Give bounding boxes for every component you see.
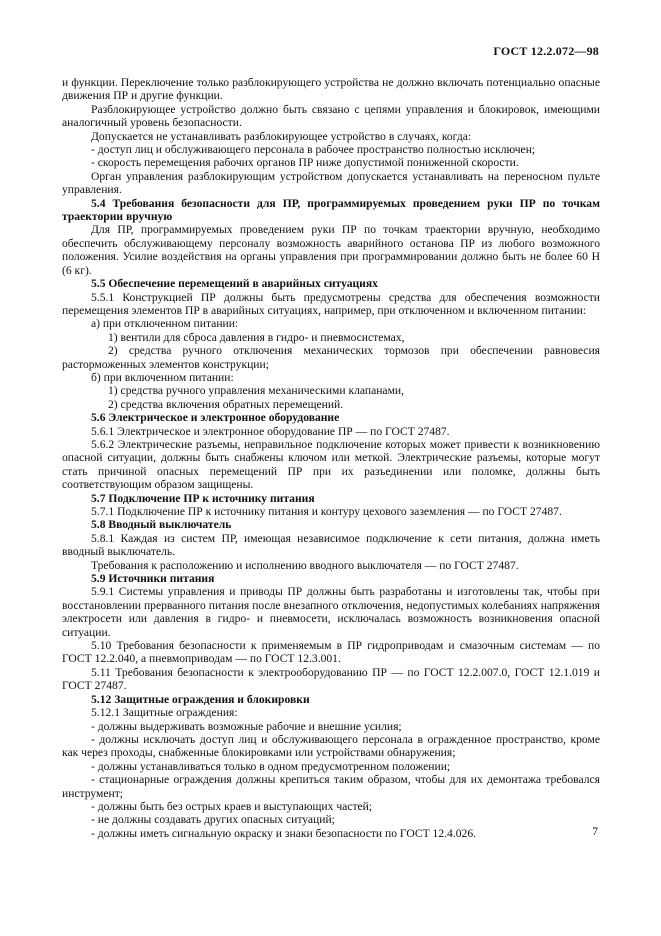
paragraph: Разблокирующее устройство должно быть связано с цепями управления и блокировок, имеющими аналогичный уровень безопасности. [62, 102, 600, 130]
paragraph: Орган управления разблокирующим устройством допускается устанавливать на переносном пульте управления. [62, 169, 600, 197]
page-number: 7 [592, 825, 598, 838]
paragraph: и функции. Переключение только разблокирующего устройства не должно включать потенциально опасные движения ПР и другие функции. [62, 76, 600, 103]
paragraph: 5.11 Требования безопасности к электрооборудованию ПР — по ГОСТ 12.2.007.0, ГОСТ 12.1.019 и ГОСТ 27487. [62, 665, 600, 693]
section-heading: 5.5 Обеспечение перемещений в аварийных ситуациях [91, 277, 378, 291]
paragraph: 5.7.1 Подключение ПР к источнику питания и контуру цехового заземления — по ГОСТ 27487. [91, 505, 562, 518]
section-heading: 5.4 Требования безопасности для ПР, программируемых проведением руки ПР по точкам траектории вручную [62, 196, 600, 224]
paragraph: - должны исключать доступ лиц и обслуживающего персонала в огражденное пространство, кроме как через проходы, снабженные блокировками или устройствами обнаружения; [62, 732, 600, 760]
paragraph: - должны устанавливаться только в одном предусмотренном положении; [91, 759, 451, 773]
section-heading: 5.12 Защитные ограждения и блокировки [91, 692, 310, 706]
paragraph: - не должны создавать других опасных ситуаций; [91, 813, 335, 827]
paragraph: б) при включенном питании: [91, 370, 234, 384]
paragraph: - стационарные ограждения должны крепиться таким образом, чтобы для их демонтажа требовался инструмент; [62, 773, 600, 800]
document-body [62, 76, 600, 840]
paragraph: Требования к расположению и исполнению вводного выключателя — по ГОСТ 27487. [91, 558, 519, 572]
paragraph: 2) средства включения обратных перемещений. [108, 397, 344, 411]
section-heading: 5.6 Электрическое и электронное оборудование [91, 411, 340, 425]
paragraph: а) при отключенном питании: [91, 317, 239, 331]
paragraph: - скорость перемещения рабочих органов ПР ниже допустимой пониженной скорости. [91, 156, 519, 170]
section-heading: 5.7 Подключение ПР к источнику питания [91, 491, 315, 505]
paragraph: 5.12.1 Защитные ограждения: [91, 706, 238, 720]
paragraph: - должны иметь сигнальную окраску и знаки безопасности по ГОСТ 12.4.026. [91, 826, 477, 840]
section-heading: 5.8 Вводный выключатель [91, 518, 232, 532]
paragraph: 1) средства ручного управления механическими клапанами, [108, 384, 405, 398]
paragraph: 5.10 Требования безопасности к применяемым в ПР гидроприводам и смазочным системам — по ГОСТ 12.2.040, а пневмоприводам — по ГОСТ 12.3.001. [62, 639, 600, 666]
paragraph: 5.8.1 Каждая из систем ПР, имеющая независимое подключение к сети питания, должна иметь вводный выключатель. [62, 531, 600, 559]
paragraph: 5.9.1 Системы управления и приводы ПР должны быть разработаны и изготовлены так, чтобы при восстановлении прерванного питания после внезапного отключения, недопустимых колебаниях напряжения электросети или давления в гидро- и пневмосети, исключалась возможность возникновения опасной ситуации. [62, 585, 600, 639]
paragraph: Допускается не устанавливать разблокирующее устройство в случаях, когда: [91, 129, 472, 143]
paragraph: - должны быть без острых краев и выступающих частей; [91, 799, 373, 813]
paragraph: Для ПР, программируемых проведением руки ПР по точкам траектории вручную, необходимо обеспечить обслуживающему персоналу возможность аварийного останова ПР из любого возможного положения. Усилие воздействия на органы управления при программировании должно быть не более 60 Н (6 кг). [62, 223, 600, 277]
section-heading: 5.9 Источники питания [91, 572, 215, 586]
paragraph: 2) средства ручного отключения механических тормозов при обеспечении равновесия расторможенных элементов конструкции; [62, 344, 600, 371]
paragraph: 5.6.1 Электрическое и электронное оборудование ПР — по ГОСТ 27487. [91, 424, 450, 438]
paragraph: 1) вентили для сброса давления в гидро- и пневмосистемах, [108, 330, 405, 344]
doc-header: ГОСТ 12.2.072—98 [493, 44, 599, 58]
paragraph: 5.5.1 Конструкцией ПР должны быть предусмотрены средства для обеспечения возможности перемещения элементов ПР в аварийных ситуациях, например, при отключенном и включенном питании: [62, 290, 600, 317]
paragraph: - доступ лиц и обслуживающего персонала в рабочее пространство полностью исключен; [91, 143, 536, 157]
paragraph: 5.6.2 Электрические разъемы, неправильное подключение которых может привести к возникновению опасной ситуации, должны быть снабжены ключом или меткой. Электрические разъемы, которые могут стать причиной опасных перемещений ПР при их разъединении или поломке, должны быть соответствующим образом защищены. [62, 437, 600, 492]
paragraph: - должны выдерживать возможные рабочие и внешние усилия; [91, 719, 402, 733]
